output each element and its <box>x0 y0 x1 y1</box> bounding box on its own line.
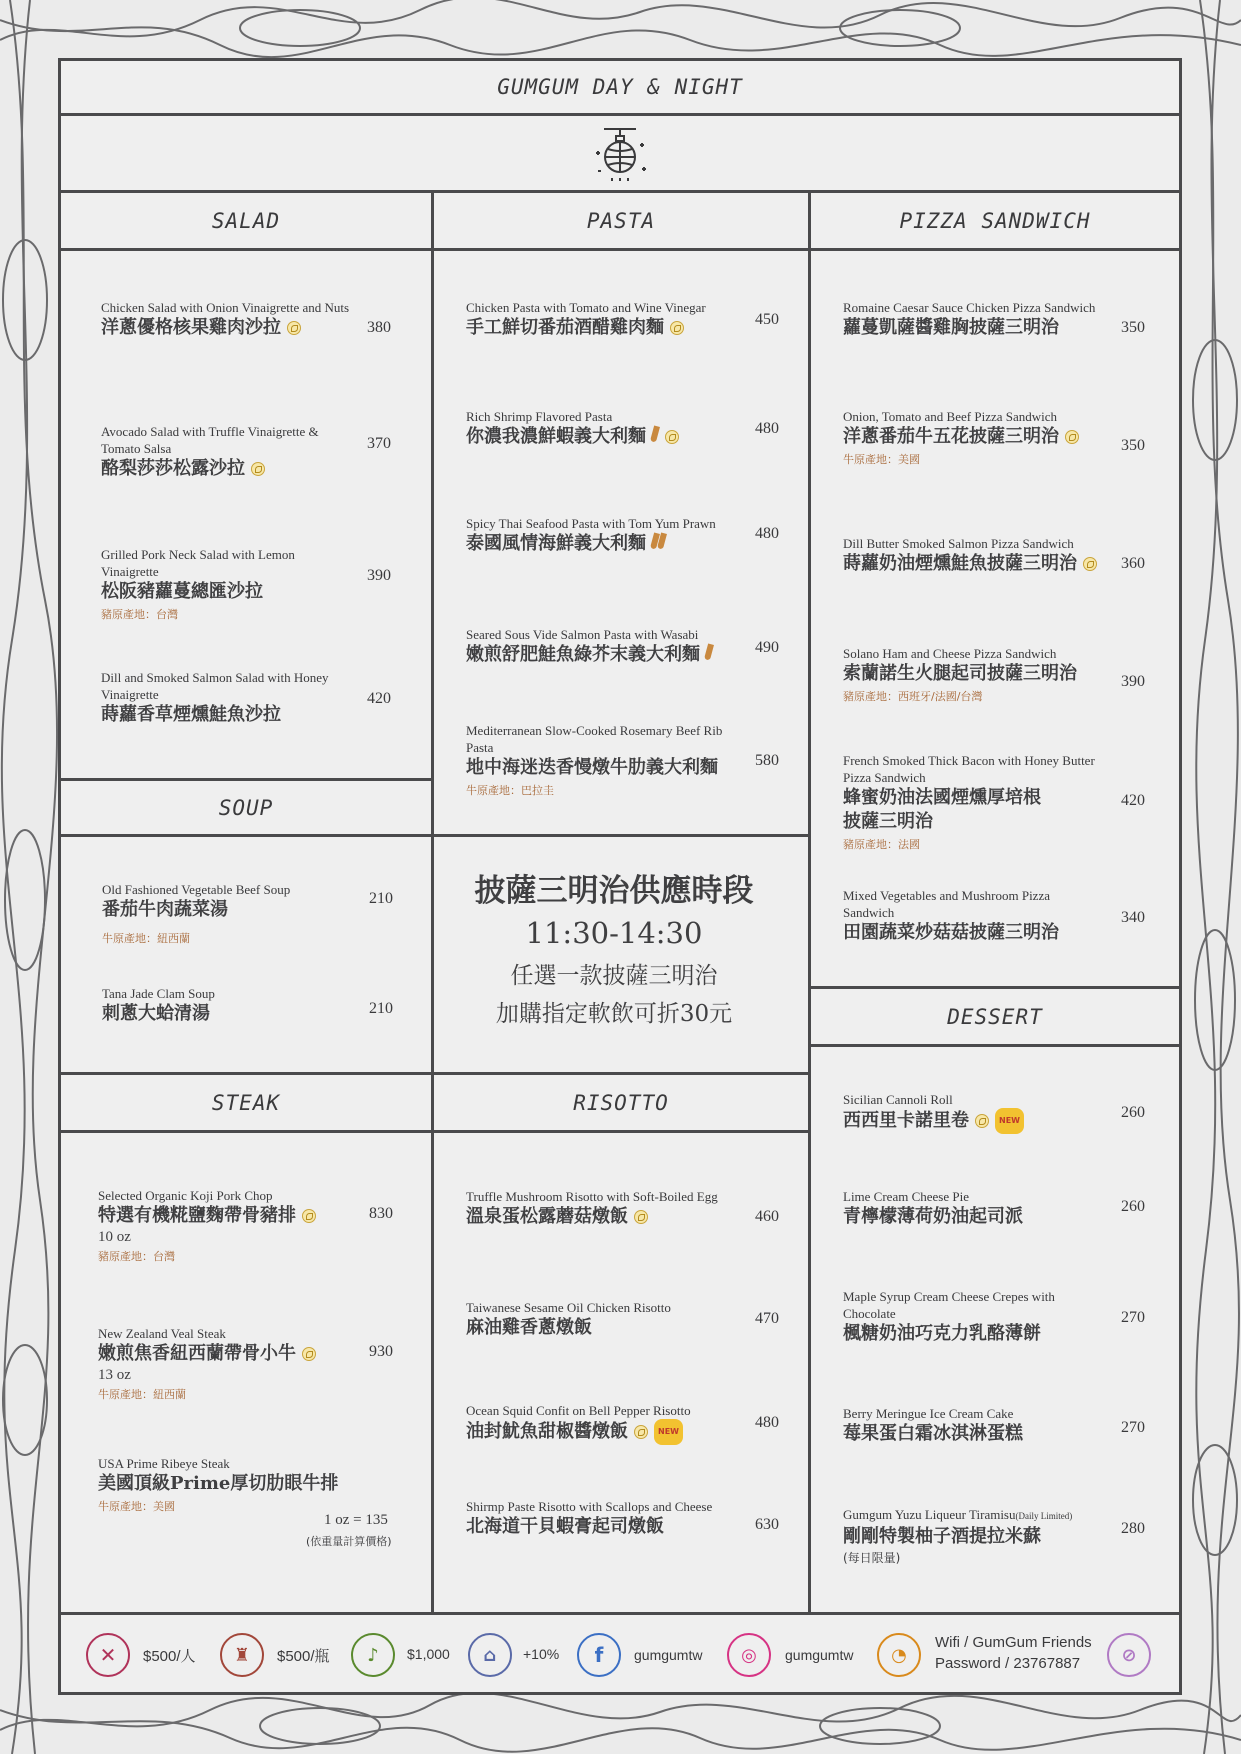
item-en: Old Fashioned Vegetable Beef Soup <box>102 882 291 897</box>
item-en: Gumgum Yuzu Liqueur Tiramisu(Daily Limited) <box>843 1507 1073 1522</box>
instagram-handle[interactable]: gumgumtw <box>785 1647 854 1663</box>
dessert-item <box>843 1506 1113 1566</box>
chili-icon <box>652 425 659 449</box>
dessert-item <box>843 1405 1103 1446</box>
item-zh: 番茄牛肉蔬菜湯 <box>102 899 228 920</box>
origin-note: 牛原產地：美國 <box>843 453 920 466</box>
item-en: Shirmp Paste Risotto with Scallops and Cheese <box>466 1499 713 1514</box>
item-en: Dill Butter Smoked Salmon Pizza Sandwich <box>843 536 1074 551</box>
cloche-icon: ⌂ <box>468 1633 512 1677</box>
disco-ball-icon <box>590 123 650 183</box>
vegetarian-icon <box>670 321 684 335</box>
vegetarian-icon <box>1083 557 1097 571</box>
pizza-item <box>843 752 1103 852</box>
item-en: Avocado Salad with Truffle Vinaigrette & Tomato Salsa <box>101 424 319 456</box>
logo-row <box>61 116 1179 193</box>
divider-col2 <box>808 193 811 1615</box>
pizza-item <box>843 535 1103 576</box>
dessert-item <box>843 1288 1063 1346</box>
item-en: Seared Sous Vide Salmon Pasta with Wasabi <box>466 627 699 642</box>
item-price: 370 <box>367 435 391 452</box>
item-en: Maple Syrup Cream Cheese Crepes with Chocolate <box>843 1289 1055 1321</box>
pizza-item <box>843 887 1103 945</box>
dessert-item <box>843 1091 1103 1134</box>
item-zh: 刺蔥大蛤清湯 <box>102 1003 210 1024</box>
item-en: Solano Ham and Cheese Pizza Sandwich <box>843 646 1057 661</box>
item-price: 1 oz = 135 <box>324 1512 388 1528</box>
service-charge: +10% <box>523 1646 560 1662</box>
item-price: 460 <box>755 1208 779 1225</box>
vegetarian-icon <box>634 1210 648 1224</box>
pizza-promo <box>447 871 781 1033</box>
wine-bottle-icon: ♜ <box>220 1633 264 1677</box>
vegetarian-icon <box>975 1114 989 1128</box>
instagram-icon[interactable]: ◎ <box>727 1633 771 1677</box>
item-price: 350 <box>1121 319 1145 336</box>
corkage-fee: $500/瓶 <box>277 1648 330 1665</box>
item-zh: 嫩煎焦香紐西蘭帶骨小牛 <box>98 1342 358 1366</box>
promo-offer: 任選一款披薩三明治 <box>510 963 718 989</box>
vegetarian-icon <box>287 321 301 335</box>
promo-title: 披薩三明治供應時段 <box>474 873 754 909</box>
item-zh: 洋蔥優格核果雞肉沙拉 <box>101 316 351 340</box>
item-zh: 田園蔬菜炒菇菇披薩三明治 <box>843 922 1059 943</box>
item-en: Chicken Pasta with Tomato and Wine Vinegar <box>466 300 706 315</box>
menu-board <box>58 58 1182 1695</box>
item-price: 490 <box>755 639 779 656</box>
item-zh: 美國頂級Prime厚切肋眼牛排 <box>98 1473 339 1494</box>
item-price: 420 <box>367 690 391 707</box>
item-en: French Smoked Thick Bacon with Honey Butter Pizza Sandwich <box>843 753 1095 785</box>
chili-icon <box>706 643 713 667</box>
item-price: 580 <box>755 752 779 769</box>
salad-item <box>101 546 351 622</box>
wifi-icon: ◔ <box>877 1633 921 1677</box>
facebook-icon[interactable]: f <box>577 1633 621 1677</box>
item-weight: 13 oz <box>98 1367 131 1383</box>
risotto-item <box>466 1188 736 1229</box>
item-en: Onion, Tomato and Beef Pizza Sandwich <box>843 409 1058 424</box>
item-price: 830 <box>369 1205 393 1222</box>
item-zh: 蒔蘿香草煙燻鮭魚沙拉 <box>101 704 281 725</box>
item-price: 480 <box>755 1414 779 1431</box>
item-zh: 索蘭諾生火腿起司披薩三明治 <box>843 663 1077 684</box>
item-en: Mediterranean Slow-Cooked Rosemary Beef Rib Pasta <box>466 723 723 755</box>
vegetarian-icon <box>302 1209 316 1223</box>
item-price: 380 <box>367 319 391 336</box>
vegetarian-icon <box>302 1347 316 1361</box>
item-zh: 楓糖奶油巧克力乳酪薄餅 <box>843 1323 1041 1344</box>
item-price: 420 <box>1121 792 1145 809</box>
item-en: Taiwanese Sesame Oil Chicken Risotto <box>466 1300 671 1315</box>
risotto-item <box>466 1402 736 1445</box>
origin-note: 豬原產地：台灣 <box>101 608 178 621</box>
risotto-item <box>466 1498 736 1539</box>
item-price: 210 <box>369 890 393 907</box>
item-en: Truffle Mushroom Risotto with Soft-Boiled Egg <box>466 1189 718 1204</box>
soup-item <box>102 985 362 1026</box>
minimum-spend: $1,000 <box>407 1646 450 1662</box>
item-zh: 你濃我濃鮮蝦義大利麵 <box>466 425 746 449</box>
new-badge: NEW <box>654 1419 683 1445</box>
pizza-item <box>843 299 1103 340</box>
item-price: 450 <box>755 311 779 328</box>
item-zh: 青檸檬薄荷奶油起司派 <box>843 1206 1023 1227</box>
item-price: 340 <box>1121 909 1145 926</box>
vegetarian-icon <box>665 430 679 444</box>
item-en-note: (Daily Limited) <box>1015 1511 1073 1521</box>
steak-item <box>98 1455 388 1514</box>
salad-item <box>101 423 351 481</box>
item-zh: 麻油雞香蔥燉飯 <box>466 1317 592 1338</box>
item-zh: 松阪豬蘿蔓總匯沙拉 <box>101 581 263 602</box>
item-zh: 蘿蔓凱薩醬雞胸披薩三明治 <box>843 317 1059 338</box>
origin-note: 豬原產地：法國 <box>843 838 920 851</box>
section-steak: STEAK <box>61 1075 431 1133</box>
section-pasta: PASTA <box>434 193 808 251</box>
chili-icon <box>652 532 666 556</box>
item-price: 390 <box>1121 673 1145 690</box>
divider-pasta-promo <box>434 834 808 837</box>
item-en: Sicilian Cannoli Roll <box>843 1092 953 1107</box>
item-en: Selected Organic Koji Pork Chop <box>98 1188 273 1203</box>
salad-item <box>101 669 351 727</box>
item-zh: 油封魷魚甜椒醬燉飯 NEW <box>466 1419 736 1445</box>
item-price: 630 <box>755 1516 779 1533</box>
section-pizza-sandwich: PIZZA SANDWICH <box>811 193 1179 251</box>
item-price: 470 <box>755 1310 779 1327</box>
item-zh: 北海道干貝蝦膏起司燉飯 <box>466 1516 664 1537</box>
item-en: Ocean Squid Confit on Bell Pepper Risotto <box>466 1403 691 1418</box>
item-zh: 地中海迷迭香慢燉牛肋義大利麵 <box>466 757 718 778</box>
steak-item <box>98 1187 358 1264</box>
origin-note: 牛原產地：紐西蘭 <box>98 1388 186 1401</box>
item-zh: 莓果蛋白霜冰淇淋蛋糕 <box>843 1423 1023 1444</box>
item-en: Tana Jade Clam Soup <box>102 986 215 1001</box>
wifi-password: Password / 23767887 <box>935 1655 1081 1672</box>
item-zh: 泰國風情海鮮義大利麵 <box>466 532 746 556</box>
section-salad: SALAD <box>61 193 431 251</box>
item-price: 210 <box>369 1000 393 1017</box>
item-en: Romaine Caesar Sauce Chicken Pizza Sandwich <box>843 300 1096 315</box>
vegetarian-icon <box>251 462 265 476</box>
item-zh: 蜂蜜奶油法國煙燻厚培根 <box>843 787 1041 808</box>
item-price: 930 <box>369 1343 393 1360</box>
salad-item <box>101 299 351 340</box>
item-zh: 酪梨莎莎松露沙拉 <box>101 457 351 481</box>
cutlery-icon: ✕ <box>86 1633 130 1677</box>
item-en: USA Prime Ribeye Steak <box>98 1456 230 1471</box>
item-en: Berry Meringue Ice Cream Cake <box>843 1406 1014 1421</box>
section-dessert: DESSERT <box>811 989 1179 1047</box>
divider-footer <box>61 1612 1179 1615</box>
item-price: 280 <box>1121 1520 1145 1537</box>
item-zh: 嫩煎舒肥鮭魚綠芥末義大利麵 <box>466 643 746 667</box>
min-charge-person: $500/人 <box>143 1648 196 1665</box>
item-en: Lime Cream Cheese Pie <box>843 1189 969 1204</box>
party-icon: ♪ <box>351 1633 395 1677</box>
vegetarian-icon <box>634 1425 648 1439</box>
item-zh: 手工鮮切番茄酒醋雞肉麵 <box>466 316 746 340</box>
pasta-item <box>466 515 746 556</box>
pizza-item <box>843 408 1103 467</box>
item-price: 260 <box>1121 1198 1145 1215</box>
item-en: Mixed Vegetables and Mushroom Pizza Sandwich <box>843 888 1050 920</box>
item-en: Dill and Smoked Salmon Salad with Honey Vinaigrette <box>101 670 329 702</box>
pizza-item <box>843 645 1103 704</box>
item-price: 480 <box>755 420 779 437</box>
menu-title: GUMGUM DAY & NIGHT <box>61 61 1179 116</box>
item-price: 390 <box>367 567 391 584</box>
item-zh: 特選有機糀鹽麴帶骨豬排 <box>98 1204 358 1228</box>
pasta-item <box>466 299 746 340</box>
item-price: 270 <box>1121 1309 1145 1326</box>
pasta-item <box>466 408 746 449</box>
item-zh: 蒔蘿奶油煙燻鮭魚披薩三明治 <box>843 552 1103 576</box>
promo-hours: 11:30-14:30 <box>525 916 703 950</box>
facebook-handle[interactable]: gumgumtw <box>634 1647 703 1663</box>
item-zh: 剛剛特製柚子酒提拉米蘇 <box>843 1526 1041 1547</box>
item-price: 360 <box>1121 555 1145 572</box>
origin-note: 牛原產地：美國 <box>98 1500 175 1513</box>
item-en: Chicken Salad with Onion Vinaigrette and Nuts <box>101 300 350 315</box>
soup-item <box>102 881 362 946</box>
promo-discount: 加購指定軟飲可折30元 <box>495 1001 733 1027</box>
wifi-name: Wifi / GumGum Friends <box>935 1634 1092 1651</box>
item-zh: 溫泉蛋松露蘑菇燉飯 <box>466 1205 736 1229</box>
item-weight: 10 oz <box>98 1229 131 1245</box>
item-price: 480 <box>755 525 779 542</box>
steak-item <box>98 1325 358 1402</box>
vegetarian-icon <box>1065 430 1079 444</box>
price-note: (依重量計算價格) <box>306 1535 392 1548</box>
item-zh: 西西里卡諾里卷 NEW <box>843 1108 1103 1134</box>
origin-note: 牛原產地：巴拉圭 <box>466 784 554 797</box>
section-soup: SOUP <box>61 781 431 837</box>
item-en: Grilled Pork Neck Salad with Lemon Vinaigrette <box>101 547 295 579</box>
item-zh-line2: 披薩三明治 <box>843 811 933 832</box>
risotto-item <box>466 1299 736 1340</box>
item-zh: 洋蔥番茄牛五花披薩三明治 <box>843 425 1103 449</box>
origin-note: 豬原產地：台灣 <box>98 1250 175 1263</box>
dessert-item <box>843 1188 1103 1229</box>
divider-col1 <box>431 193 434 1615</box>
origin-note: 牛原產地：紐西蘭 <box>102 932 190 945</box>
item-en: Spicy Thai Seafood Pasta with Tom Yum Prawn <box>466 516 716 531</box>
item-price: 260 <box>1121 1104 1145 1121</box>
no-outside-food-icon: ⊘ <box>1107 1633 1151 1677</box>
item-price: 270 <box>1121 1419 1145 1436</box>
item-price: 350 <box>1121 437 1145 454</box>
pasta-item <box>466 626 746 667</box>
new-badge: NEW <box>995 1108 1024 1134</box>
pasta-item <box>466 722 746 798</box>
item-zh-note: (每日限量) <box>843 1551 901 1565</box>
section-risotto: RISOTTO <box>434 1075 808 1133</box>
origin-note: 豬原產地：西班牙/法國/台灣 <box>843 690 983 703</box>
item-en: New Zealand Veal Steak <box>98 1326 226 1341</box>
item-en: Rich Shrimp Flavored Pasta <box>466 409 613 424</box>
